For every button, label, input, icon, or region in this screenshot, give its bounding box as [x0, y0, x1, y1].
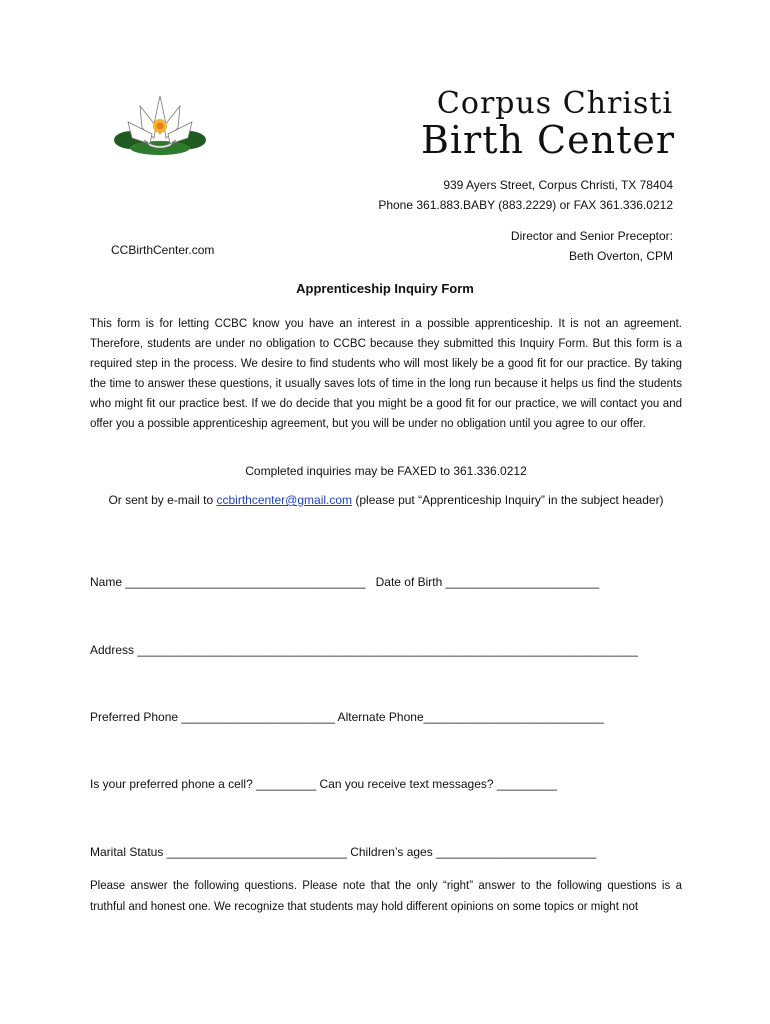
director-block [511, 226, 673, 266]
phone-fields[interactable]: Preferred Phone _______________________ Alternate Phone___________________________ [90, 710, 604, 724]
name-dob-field[interactable]: Name ____________________________________ Date of Birth _______________________ [90, 575, 600, 589]
logo-line-birth-center: Birth Center [420, 118, 675, 162]
questions-intro: Please answer the following questions. Please note that the only “right” answer to the following questions is a truthful and honest one. We recognize that students may hold different opinions on some topics or might not [90, 880, 682, 913]
form-title: Apprenticeship Inquiry Form [296, 281, 474, 296]
director-title: Director and Senior Preceptor: [510, 229, 673, 243]
phone-fax: Phone 361.883.BABY (883.2229) or FAX 361.336.0212 [378, 198, 673, 212]
email-link[interactable]: ccbirthcenter@gmail.com [216, 493, 353, 507]
cell-text-fields[interactable]: Is your preferred phone a cell? _________ Can you receive text messages? _________ [90, 777, 557, 791]
logo-wordmark [421, 88, 675, 160]
email-prefix: Or sent by e-mail to [108, 493, 217, 507]
email-suffix: (please put “Apprenticeship Inquiry” in the subject header) [352, 493, 664, 507]
director-name: Beth Overton, CPM [568, 249, 673, 263]
website: CCBirthCenter.com [111, 243, 215, 257]
marital-children-fields[interactable]: Marital Status ___________________________ Children’s ages ________________________ [90, 845, 597, 859]
lotus-flower-logo-icon [110, 88, 210, 160]
logo-line-corpus-christi: Corpus Christi [436, 86, 673, 121]
intro-paragraph: This form is for letting CCBC know you have an interest in a possible apprenticeship. It is not an agreement. Therefore, students are under no obligation to CCBC because they submitted this Inquiry Form. But this form is a required step in the process. We desire to find students who will most likely be a good fit for our practice. By taking the time to answer these questions, it usually saves lots of time in the long run because it helps us find the students who might fit our practice best. If we do decide that you might be a good fit for our practice, we will contact you and offer you a possible apprenticeship agreement, but you will be under no obligation until you agree to our offer. [90, 318, 682, 431]
street-address: 939 Ayers Street, Corpus Christi, TX 78404 [443, 178, 673, 192]
address-block [378, 175, 673, 215]
email-note [90, 490, 682, 511]
address-field[interactable]: Address ___________________________________________________________________________ [90, 643, 638, 657]
fax-note: Completed inquiries may be FAXED to 361.336.0212 [245, 464, 527, 478]
